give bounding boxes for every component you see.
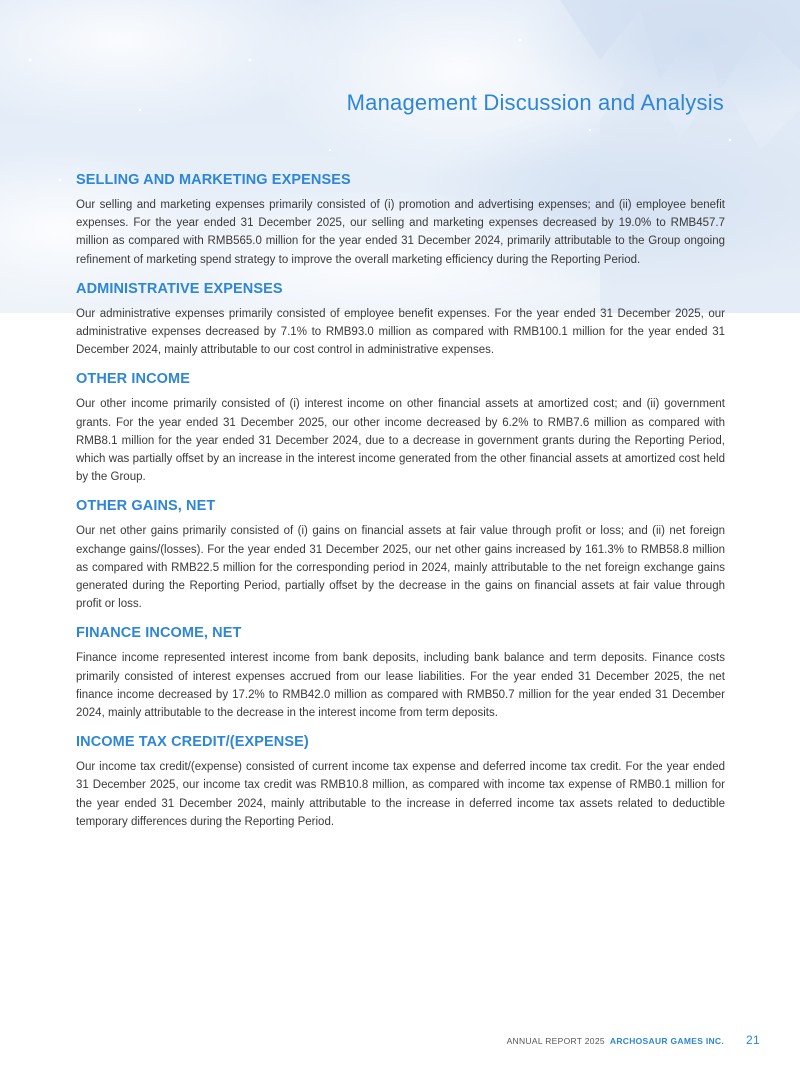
section-heading: ADMINISTRATIVE EXPENSES — [76, 280, 283, 297]
section-selling-marketing-expenses — [76, 171, 725, 269]
page-number: 21 — [746, 1033, 760, 1047]
section-body: Our income tax credit/(expense) consisted of current income tax expense and deferred income tax credit. For the year ended 31 December 2025, our income tax credit was RMB10.8 million, as compared with income tax expense of RMB0.1 million for the year ended 31 December 2024, mainly attributable to the increase in deferred income tax assets related to deductible temporary differences during the Reporting Period. — [76, 761, 725, 828]
section-administrative-expenses — [76, 280, 725, 360]
section-other-gains-net — [76, 497, 725, 613]
section-heading: INCOME TAX CREDIT/(EXPENSE) — [76, 734, 309, 751]
footer-company-name: ARCHOSAUR GAMES INC. — [609, 1036, 725, 1046]
section-body: Our net other gains primarily consisted of (i) gains on financial assets at fair value through profit or loss; and (ii) net foreign exchange gains/(losses). For the year ended 31 December 2025, our net other gains increased by 161.3% to RMB58.8 million as compared with RMB22.5 million for the corresponding period in 2024, mainly attributable to the net foreign exchange gains generated during the Reporting Period, partially offset by the decrease in the gains on financial assets at fair value through profit or loss. — [76, 525, 725, 611]
page-footer — [507, 1033, 760, 1047]
section-other-income — [76, 370, 725, 486]
section-body: Finance income represented interest income from bank deposits, including bank balance and term deposits. Finance costs primarily consisted of interest expenses accrued from our lease liabilities. For the year ended 31 December 2025, the net finance income decreased by 17.2% to RMB42.0 million as compared with RMB50.7 million for the year ended 31 December 2024, mainly attributable to the decrease in the interest income from term deposits. — [76, 652, 725, 720]
section-body: Our other income primarily consisted of (i) interest income on other financial assets at amortized cost; and (ii) government grants. For the year ended 31 December 2025, our other income decreased by 6.2% to RMB7.6 million as compared with RMB8.1 million for the year ended 31 December 2024, due to a decrease in government grants during the Reporting Period, which was partially offset by an increase in the interest income generated from the other financial assets at amortized cost held by the Group. — [76, 398, 725, 484]
section-heading: OTHER GAINS, NET — [76, 498, 216, 515]
main-content — [76, 171, 725, 842]
section-heading: FINANCE INCOME, NET — [76, 625, 242, 642]
section-finance-income-net — [76, 624, 725, 722]
section-body: Our administrative expenses primarily consisted of employee benefit expenses. For the year ended 31 December 2025, our administrative expenses decreased by 7.1% to RMB93.0 million as compared with RMB100.1 million for the year ended 31 December 2024, mainly attributable to our cost control in administrative expenses. — [76, 307, 725, 357]
section-heading: SELLING AND MARKETING EXPENSES — [76, 172, 351, 188]
section-income-tax-credit-expense — [76, 733, 725, 831]
page-title: Management Discussion and Analysis — [346, 90, 724, 115]
footer-report-label: ANNUAL REPORT 2025 — [506, 1036, 605, 1046]
section-heading: OTHER INCOME — [76, 371, 190, 388]
section-body: Our selling and marketing expenses primarily consisted of (i) promotion and advertising expenses; and (ii) employee benefit expenses. For the year ended 31 December 2025, our selling and marketing expenses decreased by 19.0% to RMB457.7 million as compared with RMB565.0 million for the year ended 31 December 2024, primarily attributable to the Group ongoing refinement of marketing spend strategy to improve the overall marketing efficiency during the Reporting Period. — [76, 199, 725, 266]
